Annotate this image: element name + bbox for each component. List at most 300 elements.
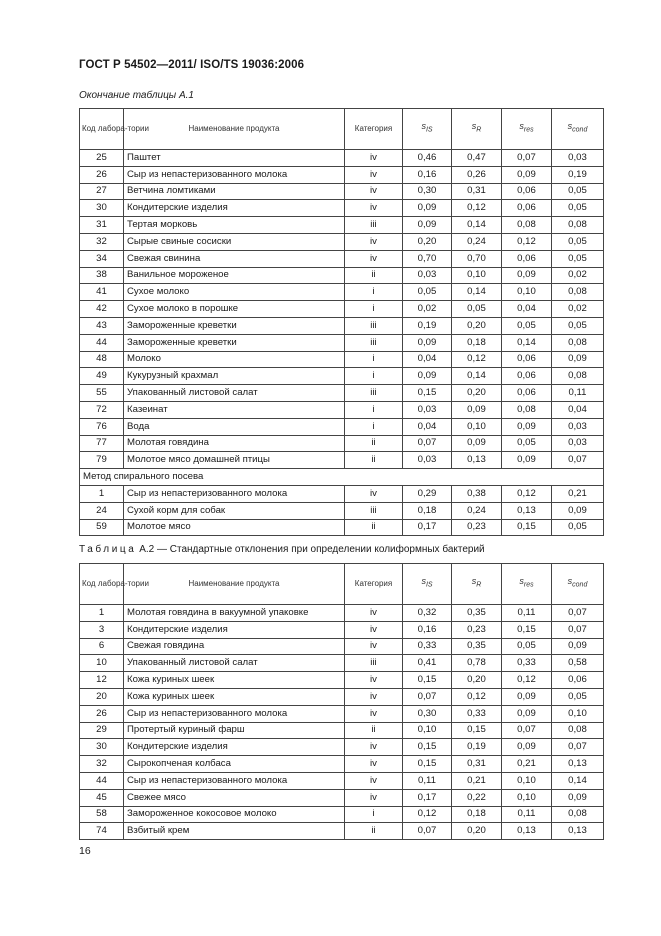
cell-sr: 0,24: [452, 502, 502, 519]
cell-sis: 0,46: [403, 150, 452, 167]
cell-category: iv: [345, 705, 403, 722]
cell-scond: 0,05: [552, 519, 604, 536]
cell-sr: 0,38: [452, 485, 502, 502]
cell-sr: 0,20: [452, 672, 502, 689]
table-row: [80, 317, 604, 334]
cell-scond: 0,05: [552, 250, 604, 267]
cell-category: iv: [345, 233, 403, 250]
table1-body-spiral: [80, 485, 604, 535]
cell-sr: 0,10: [452, 418, 502, 435]
table-row: [80, 452, 604, 469]
cell-product: Свежая свинина: [124, 250, 345, 267]
cell-product: Кондитерские изделия: [124, 739, 345, 756]
table-row: [80, 401, 604, 418]
cell-sis: 0,30: [403, 705, 452, 722]
cell-scond: 0,08: [552, 722, 604, 739]
cell-code: 72: [80, 401, 124, 418]
cell-category: i: [345, 401, 403, 418]
cell-sres: 0,10: [502, 284, 552, 301]
cell-scond: 0,03: [552, 435, 604, 452]
cell-category: ii: [345, 519, 403, 536]
cell-sis: 0,15: [403, 756, 452, 773]
cell-category: iii: [345, 502, 403, 519]
cell-sres: 0,06: [502, 368, 552, 385]
col-category-header: Категория: [345, 564, 403, 605]
cell-code: 43: [80, 317, 124, 334]
table-row: [80, 301, 604, 318]
sres-symbol: s: [519, 121, 524, 132]
cell-category: iv: [345, 485, 403, 502]
cell-sr: 0,19: [452, 739, 502, 756]
cell-sres: 0,09: [502, 705, 552, 722]
scond-symbol: s: [567, 121, 573, 132]
table-row: [80, 418, 604, 435]
cell-sis: 0,17: [403, 519, 452, 536]
cell-code: 31: [80, 217, 124, 234]
table-row: [80, 688, 604, 705]
cell-category: iii: [345, 655, 403, 672]
table-row: [80, 638, 604, 655]
cell-product: Упакованный листовой салат: [124, 655, 345, 672]
cell-sr: 0,23: [452, 621, 502, 638]
cell-sres: 0,07: [502, 150, 552, 167]
sr-subscript: R: [476, 582, 482, 590]
cell-sr: 0,14: [452, 217, 502, 234]
cell-product: Кожа куриных шеек: [124, 672, 345, 689]
cell-scond: 0,11: [552, 385, 604, 402]
cell-code: 45: [80, 789, 124, 806]
cell-sr: 0,12: [452, 688, 502, 705]
cell-category: i: [345, 351, 403, 368]
table-row: [80, 502, 604, 519]
col-category-header: Категория: [345, 109, 403, 150]
cell-sres: 0,15: [502, 519, 552, 536]
cell-sr: 0,21: [452, 772, 502, 789]
cell-sis: 0,17: [403, 789, 452, 806]
cell-sis: 0,04: [403, 351, 452, 368]
cell-sr: 0,20: [452, 317, 502, 334]
cell-sr: 0,47: [452, 150, 502, 167]
cell-sr: 0,05: [452, 301, 502, 318]
cell-sis: 0,03: [403, 267, 452, 284]
cell-scond: 0,58: [552, 655, 604, 672]
table2-caption: [79, 544, 485, 555]
cell-sis: 0,07: [403, 688, 452, 705]
cell-scond: 0,07: [552, 621, 604, 638]
table1-caption: Окончание таблицы А.1: [79, 90, 194, 101]
cell-scond: 0,08: [552, 368, 604, 385]
cell-code: 25: [80, 150, 124, 167]
cell-sis: 0,09: [403, 334, 452, 351]
cell-sis: 0,33: [403, 638, 452, 655]
cell-sr: 0,18: [452, 334, 502, 351]
cell-sis: 0,09: [403, 200, 452, 217]
col-scond-header: [552, 564, 604, 605]
cell-sis: 0,12: [403, 806, 452, 823]
cell-sres: 0,04: [502, 301, 552, 318]
table-row: [80, 705, 604, 722]
cell-category: i: [345, 806, 403, 823]
cell-product: Молоко: [124, 351, 345, 368]
cell-sres: 0,05: [502, 638, 552, 655]
cell-sr: 0,33: [452, 705, 502, 722]
cell-code: 41: [80, 284, 124, 301]
cell-sr: 0,18: [452, 806, 502, 823]
cell-scond: 0,19: [552, 166, 604, 183]
sres-subscript: res: [523, 582, 534, 590]
cell-scond: 0,02: [552, 301, 604, 318]
cell-category: iv: [345, 789, 403, 806]
cell-code: 1: [80, 605, 124, 622]
scond-subscript: cond: [572, 127, 588, 135]
table-row: [80, 217, 604, 234]
cell-code: 24: [80, 502, 124, 519]
cell-sis: 0,16: [403, 166, 452, 183]
cell-sres: 0,15: [502, 621, 552, 638]
table-row: [80, 722, 604, 739]
cell-code: 1: [80, 485, 124, 502]
cell-code: 12: [80, 672, 124, 689]
cell-scond: 0,14: [552, 772, 604, 789]
cell-sres: 0,06: [502, 385, 552, 402]
cell-scond: 0,05: [552, 233, 604, 250]
sr-subscript: R: [476, 127, 482, 135]
cell-code: 44: [80, 772, 124, 789]
cell-category: ii: [345, 823, 403, 840]
cell-sis: 0,07: [403, 823, 452, 840]
cell-scond: 0,07: [552, 739, 604, 756]
cell-sr: 0,35: [452, 605, 502, 622]
cell-sis: 0,15: [403, 672, 452, 689]
table-row: [80, 806, 604, 823]
cell-sis: 0,30: [403, 183, 452, 200]
cell-code: 44: [80, 334, 124, 351]
cell-category: iv: [345, 638, 403, 655]
cell-scond: 0,06: [552, 672, 604, 689]
table2: [79, 563, 604, 840]
cell-code: 49: [80, 368, 124, 385]
cell-sis: 0,19: [403, 317, 452, 334]
cell-sis: 0,32: [403, 605, 452, 622]
cell-sr: 0,13: [452, 452, 502, 469]
scond-subscript: cond: [572, 582, 588, 590]
cell-sis: 0,20: [403, 233, 452, 250]
cell-sis: 0,70: [403, 250, 452, 267]
cell-product: Кожа куриных шеек: [124, 688, 345, 705]
cell-category: ii: [345, 452, 403, 469]
table-row: [80, 200, 604, 217]
table-row: [80, 250, 604, 267]
cell-sres: 0,10: [502, 772, 552, 789]
cell-scond: 0,09: [552, 502, 604, 519]
cell-scond: 0,05: [552, 317, 604, 334]
table-row: [80, 519, 604, 536]
col-code-header: Код лабора-тории: [80, 109, 124, 150]
cell-scond: 0,08: [552, 334, 604, 351]
cell-category: i: [345, 368, 403, 385]
cell-sr: 0,12: [452, 351, 502, 368]
cell-sis: 0,02: [403, 301, 452, 318]
cell-scond: 0,05: [552, 183, 604, 200]
cell-sis: 0,29: [403, 485, 452, 502]
table2-body: [80, 605, 604, 840]
cell-sres: 0,07: [502, 722, 552, 739]
col-scond-header: [552, 109, 604, 150]
method-label: Метод спирального посева: [80, 469, 604, 486]
table-row: [80, 621, 604, 638]
cell-sres: 0,06: [502, 351, 552, 368]
cell-sr: 0,20: [452, 823, 502, 840]
cell-sres: 0,09: [502, 418, 552, 435]
cell-code: 48: [80, 351, 124, 368]
cell-sis: 0,07: [403, 435, 452, 452]
cell-code: 79: [80, 452, 124, 469]
table2-caption-label: Таблица: [79, 544, 137, 555]
cell-sr: 0,26: [452, 166, 502, 183]
method-row: [80, 469, 604, 486]
table1-header-row: [80, 109, 604, 150]
cell-scond: 0,13: [552, 823, 604, 840]
cell-code: 6: [80, 638, 124, 655]
cell-code: 3: [80, 621, 124, 638]
table-row: [80, 233, 604, 250]
cell-sis: 0,09: [403, 217, 452, 234]
cell-scond: 0,09: [552, 351, 604, 368]
cell-code: 34: [80, 250, 124, 267]
cell-code: 32: [80, 756, 124, 773]
cell-sres: 0,09: [502, 267, 552, 284]
cell-sres: 0,13: [502, 823, 552, 840]
cell-sis: 0,03: [403, 452, 452, 469]
col-code-header: Код лабора-тории: [80, 564, 124, 605]
cell-sr: 0,09: [452, 401, 502, 418]
table-row: [80, 183, 604, 200]
cell-scond: 0,04: [552, 401, 604, 418]
cell-scond: 0,09: [552, 638, 604, 655]
cell-sres: 0,06: [502, 200, 552, 217]
table1-method-section: [80, 469, 604, 486]
cell-category: iv: [345, 605, 403, 622]
sis-subscript: IS: [425, 127, 433, 135]
cell-category: iv: [345, 166, 403, 183]
cell-sres: 0,05: [502, 317, 552, 334]
col-sis-header: [403, 564, 452, 605]
table1: [79, 108, 604, 536]
table-row: [80, 150, 604, 167]
cell-sres: 0,09: [502, 688, 552, 705]
cell-product: Сухой корм для собак: [124, 502, 345, 519]
cell-sr: 0,12: [452, 200, 502, 217]
cell-code: 10: [80, 655, 124, 672]
cell-code: 55: [80, 385, 124, 402]
col-sr-header: [452, 564, 502, 605]
cell-code: 58: [80, 806, 124, 823]
cell-category: iii: [345, 385, 403, 402]
cell-sres: 0,12: [502, 672, 552, 689]
cell-sres: 0,05: [502, 435, 552, 452]
cell-product: Ветчина ломтиками: [124, 183, 345, 200]
cell-scond: 0,08: [552, 217, 604, 234]
cell-sis: 0,15: [403, 739, 452, 756]
table-row: [80, 823, 604, 840]
table-row: [80, 739, 604, 756]
cell-sr: 0,15: [452, 722, 502, 739]
cell-sr: 0,23: [452, 519, 502, 536]
cell-sr: 0,09: [452, 435, 502, 452]
sis-symbol: s: [421, 121, 426, 132]
cell-category: ii: [345, 722, 403, 739]
cell-product: Кондитерские изделия: [124, 200, 345, 217]
cell-category: iv: [345, 621, 403, 638]
cell-category: iv: [345, 772, 403, 789]
table1-body: [80, 150, 604, 469]
cell-sr: 0,78: [452, 655, 502, 672]
table-row: [80, 655, 604, 672]
col-sres-header: [502, 564, 552, 605]
cell-category: iv: [345, 756, 403, 773]
cell-product: Замороженные креветки: [124, 334, 345, 351]
cell-sis: 0,04: [403, 418, 452, 435]
col-sis-header: [403, 109, 452, 150]
cell-sis: 0,15: [403, 385, 452, 402]
sis-symbol: s: [421, 576, 426, 587]
cell-product: Казеинат: [124, 401, 345, 418]
cell-code: 29: [80, 722, 124, 739]
cell-product: Сыр из непастеризованного молока: [124, 485, 345, 502]
cell-product: Вода: [124, 418, 345, 435]
cell-code: 32: [80, 233, 124, 250]
cell-sr: 0,31: [452, 756, 502, 773]
cell-sis: 0,18: [403, 502, 452, 519]
cell-scond: 0,10: [552, 705, 604, 722]
cell-product: Тертая морковь: [124, 217, 345, 234]
cell-sis: 0,05: [403, 284, 452, 301]
cell-product: Молотое мясо: [124, 519, 345, 536]
cell-sres: 0,06: [502, 250, 552, 267]
cell-sres: 0,09: [502, 166, 552, 183]
cell-sres: 0,06: [502, 183, 552, 200]
cell-product: Сыр из непастеризованного молока: [124, 705, 345, 722]
cell-product: Молотая говядина в вакуумной упаковке: [124, 605, 345, 622]
col-product-header: Наименование продукта: [124, 564, 345, 605]
cell-sr: 0,14: [452, 284, 502, 301]
cell-category: i: [345, 284, 403, 301]
cell-code: 27: [80, 183, 124, 200]
cell-sis: 0,03: [403, 401, 452, 418]
document-header: ГОСТ Р 54502—2011/ ISO/TS 19036:2006: [79, 59, 305, 71]
cell-product: Упакованный листовой салат: [124, 385, 345, 402]
cell-sr: 0,10: [452, 267, 502, 284]
cell-sr: 0,31: [452, 183, 502, 200]
cell-category: i: [345, 418, 403, 435]
page-number: 16: [79, 845, 91, 857]
cell-sis: 0,16: [403, 621, 452, 638]
cell-sres: 0,08: [502, 401, 552, 418]
cell-product: Сыр из непастеризованного молока: [124, 166, 345, 183]
cell-category: iv: [345, 688, 403, 705]
sr-symbol: s: [471, 121, 477, 132]
cell-code: 77: [80, 435, 124, 452]
table-row: [80, 485, 604, 502]
cell-scond: 0,08: [552, 806, 604, 823]
cell-code: 59: [80, 519, 124, 536]
cell-sres: 0,11: [502, 806, 552, 823]
cell-category: iv: [345, 672, 403, 689]
cell-code: 76: [80, 418, 124, 435]
cell-product: Протертый куриный фарш: [124, 722, 345, 739]
table-row: [80, 284, 604, 301]
cell-product: Сухое молоко: [124, 284, 345, 301]
cell-sr: 0,14: [452, 368, 502, 385]
cell-sr: 0,22: [452, 789, 502, 806]
table-row: [80, 672, 604, 689]
cell-scond: 0,07: [552, 605, 604, 622]
sres-subscript: res: [523, 127, 534, 135]
cell-code: 30: [80, 200, 124, 217]
table-row: [80, 368, 604, 385]
col-sr-header: [452, 109, 502, 150]
cell-scond: 0,02: [552, 267, 604, 284]
cell-sis: 0,11: [403, 772, 452, 789]
table-row: [80, 789, 604, 806]
cell-scond: 0,21: [552, 485, 604, 502]
cell-sres: 0,12: [502, 485, 552, 502]
cell-sres: 0,09: [502, 739, 552, 756]
cell-product: Взбитый крем: [124, 823, 345, 840]
cell-sres: 0,10: [502, 789, 552, 806]
table-row: [80, 334, 604, 351]
cell-product: Кукурузный крахмал: [124, 368, 345, 385]
table-row: [80, 435, 604, 452]
cell-sis: 0,41: [403, 655, 452, 672]
table2-caption-text: А.2 — Стандартные отклонения при определении колиформных бактерий: [136, 544, 485, 555]
table-row: [80, 166, 604, 183]
table-row: [80, 351, 604, 368]
cell-product: Сырокопченая колбаса: [124, 756, 345, 773]
cell-sr: 0,24: [452, 233, 502, 250]
cell-category: i: [345, 301, 403, 318]
sis-subscript: IS: [425, 582, 433, 590]
cell-product: Замороженные креветки: [124, 317, 345, 334]
cell-product: Молотое мясо домашней птицы: [124, 452, 345, 469]
cell-sres: 0,33: [502, 655, 552, 672]
cell-product: Паштет: [124, 150, 345, 167]
cell-scond: 0,07: [552, 452, 604, 469]
cell-scond: 0,08: [552, 284, 604, 301]
cell-code: 74: [80, 823, 124, 840]
scond-symbol: s: [567, 576, 573, 587]
cell-product: Замороженное кокосовое молоко: [124, 806, 345, 823]
cell-scond: 0,09: [552, 789, 604, 806]
cell-category: ii: [345, 435, 403, 452]
cell-scond: 0,13: [552, 756, 604, 773]
table-row: [80, 267, 604, 284]
cell-product: Сухое молоко в порошке: [124, 301, 345, 318]
cell-sis: 0,10: [403, 722, 452, 739]
cell-sr: 0,70: [452, 250, 502, 267]
cell-code: 42: [80, 301, 124, 318]
cell-category: iii: [345, 317, 403, 334]
cell-category: iii: [345, 334, 403, 351]
cell-category: iv: [345, 739, 403, 756]
cell-product: Свежее мясо: [124, 789, 345, 806]
cell-sr: 0,35: [452, 638, 502, 655]
col-sres-header: [502, 109, 552, 150]
cell-product: Свежая говядина: [124, 638, 345, 655]
cell-sr: 0,20: [452, 385, 502, 402]
cell-code: 30: [80, 739, 124, 756]
cell-category: iv: [345, 183, 403, 200]
